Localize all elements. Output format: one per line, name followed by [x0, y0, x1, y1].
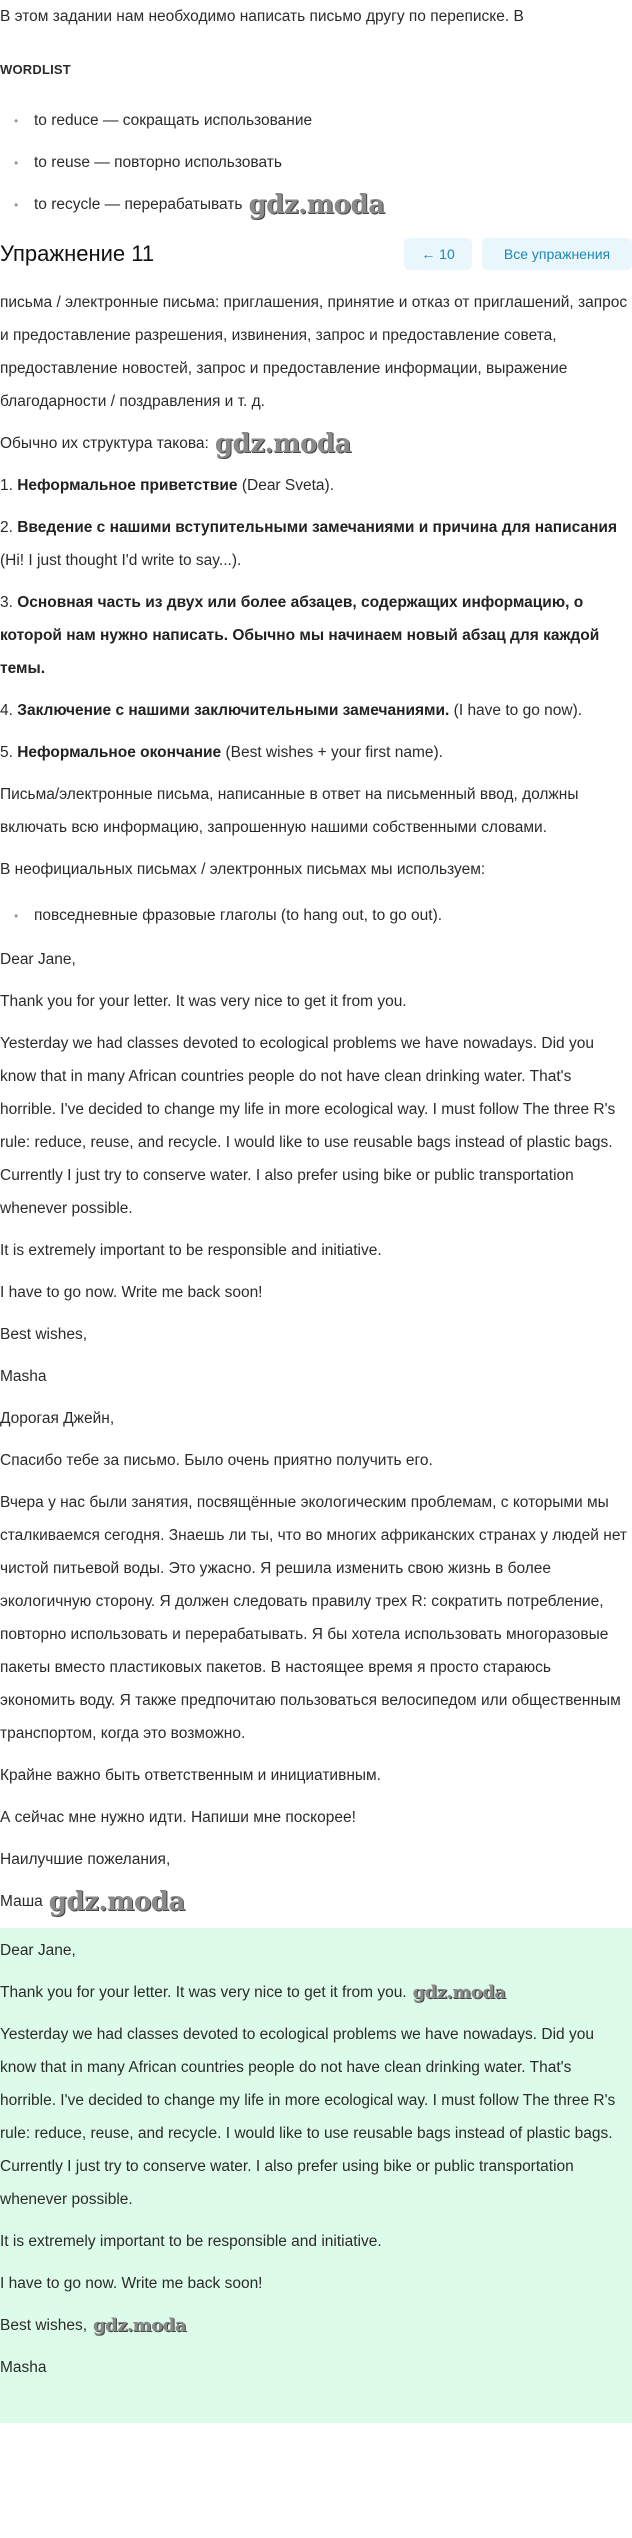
- ru-go: А сейчас мне нужно идти. Напиши мне поскорее!: [0, 1809, 356, 1826]
- ru-greeting: Дорогая Джейн,: [0, 1410, 115, 1427]
- answer-closing: [0, 2309, 630, 2342]
- structure-step-5: 5. Неформальное окончание (Best wishes + your first name).: [0, 744, 443, 761]
- en-closing: Best wishes,: [0, 1326, 88, 1343]
- wordlist-item-text: to recycle — перерабатывать: [34, 196, 243, 213]
- wordlist-title: WORDLIST: [0, 62, 71, 77]
- ru-name: [0, 1885, 630, 1918]
- watermark: gdz.moda: [48, 1886, 185, 1917]
- en-name: Masha: [0, 1368, 47, 1385]
- answer-thanks: [0, 1976, 630, 2009]
- informal-list: [0, 895, 632, 937]
- response-paragraph: Письма/электронные письма, написанные в ответ на письменный ввод, должны включать всю информацию, запрошенную нашими собственными словами.: [0, 786, 579, 836]
- prev-exercise-button[interactable]: ← 10: [404, 238, 472, 270]
- watermark: gdz.moda: [412, 1981, 506, 2003]
- exercise-title: Упражнение 11: [0, 241, 155, 266]
- structure-step-3: 3. Основная часть из двух или более абзацев, содержащих информацию, о которой нам нужно написать. Обычно мы начинаем новый абзац для каждой темы.: [0, 594, 600, 677]
- en-greeting: Dear Jane,: [0, 951, 76, 968]
- structure-intro-text: Обычно их структура такова:: [0, 435, 209, 452]
- intro-text: В этом задании нам необходимо написать письмо другу по переписке. В: [0, 8, 524, 25]
- informal-intro: В неофициальных письмах / электронных письмах мы используем:: [0, 861, 486, 878]
- informal-bullet: [34, 895, 632, 937]
- answer-name: Masha: [0, 2359, 47, 2376]
- ru-main: Вчера у нас были занятия, посвящённые экологическим проблемам, с которыми мы сталкиваемся сегодня. Знаешь ли ты, что во многих африканских странах у людей нет чистой питьевой воды. Это ужасно. Я решила изменить свою жизнь в более экологичную сторону. Я должен следовать правилу трех R: сократить потребление, повторно использовать и перерабатывать. Я бы хотела использовать многоразовые пакеты вместо пластиковых пакетов. В настоящее время я просто стараюсь экономить воду. Я также предпочитаю пользоваться велосипедом или общественным транспортом, когда это возможно.: [0, 1494, 628, 1742]
- answer-greeting: Dear Jane,: [0, 1942, 76, 1959]
- letter-types-paragraph: письма / электронные письма: приглашения, принятие и отказ от приглашений, запрос и предоставление разрешения, извинения, запрос и предоставление совета, предоставление новостей, запрос и предоставление информации, выражение благодарности / поздравления и т. д.: [0, 294, 628, 410]
- wordlist-item-text: to reduce — сокращать использование: [34, 112, 313, 129]
- structure-step-2: 2. Введение с нашими вступительными замечаниями и причина для написания (Hi! I just thought I'd write to say...).: [0, 519, 618, 569]
- all-exercises-button[interactable]: Все упражнения: [482, 238, 632, 270]
- informal-bullet-text: повседневные фразовые глаголы (to hang out, to go out).: [34, 907, 443, 924]
- exercise-header: [0, 232, 632, 276]
- en-go: I have to go now. Write me back soon!: [0, 1284, 263, 1301]
- answer-block: [0, 1928, 632, 2423]
- structure-intro: [0, 427, 630, 460]
- watermark: gdz.moda: [214, 428, 351, 459]
- answer-thanks-text: Thank you for your letter. It was very nice to get it from you.: [0, 1984, 407, 2001]
- ru-important: Крайне важно быть ответственным и инициативным.: [0, 1767, 381, 1784]
- en-main: Yesterday we had classes devoted to ecological problems we have nowadays. Did you know that in many African countries people do not have clean drinking water. That's horrible. I've decided to change my life in more ecological way. I must follow The three R's rule: reduce, reuse, and recycle. I would like to use reusable bags instead of plastic bags. Currently I just try to conserve water. I also prefer using bike or public transportation whenever possible.: [0, 1035, 616, 1217]
- structure-step-4: 4. Заключение с нашими заключительными замечаниями. (I have to go now).: [0, 702, 583, 719]
- answer-important: It is extremely important to be responsible and initiative.: [0, 2233, 382, 2250]
- answer-main: Yesterday we had classes devoted to ecological problems we have nowadays. Did you know that in many African countries people do not have clean drinking water. That's horrible. I've decided to change my life in more ecological way. I must follow The three R's rule: reduce, reuse, and recycle. I would like to use reusable bags instead of plastic bags. Currently I just try to conserve water. I also prefer using bike or public transportation whenever possible.: [0, 2026, 616, 2208]
- structure-step-1: 1. Неформальное приветствие (Dear Sveta).: [0, 477, 335, 494]
- wordlist-item-text: to reuse — повторно использовать: [34, 154, 282, 171]
- wordlist-item: [34, 184, 632, 226]
- en-thanks: Thank you for your letter. It was very nice to get it from you.: [0, 993, 407, 1010]
- wordlist-item: [34, 100, 632, 142]
- answer-go: I have to go now. Write me back soon!: [0, 2275, 263, 2292]
- watermark: gdz.moda: [93, 2314, 186, 2336]
- en-important: It is extremely important to be responsible and initiative.: [0, 1242, 382, 1259]
- ru-thanks: Спасибо тебе за письмо. Было очень приятно получить его.: [0, 1452, 433, 1469]
- ru-name-text: Маша: [0, 1893, 43, 1910]
- watermark: gdz.moda: [248, 189, 385, 220]
- wordlist-item: [34, 142, 632, 184]
- ru-closing: Наилучшие пожелания,: [0, 1851, 171, 1868]
- wordlist: [0, 100, 632, 226]
- answer-closing-text: Best wishes,: [0, 2317, 88, 2334]
